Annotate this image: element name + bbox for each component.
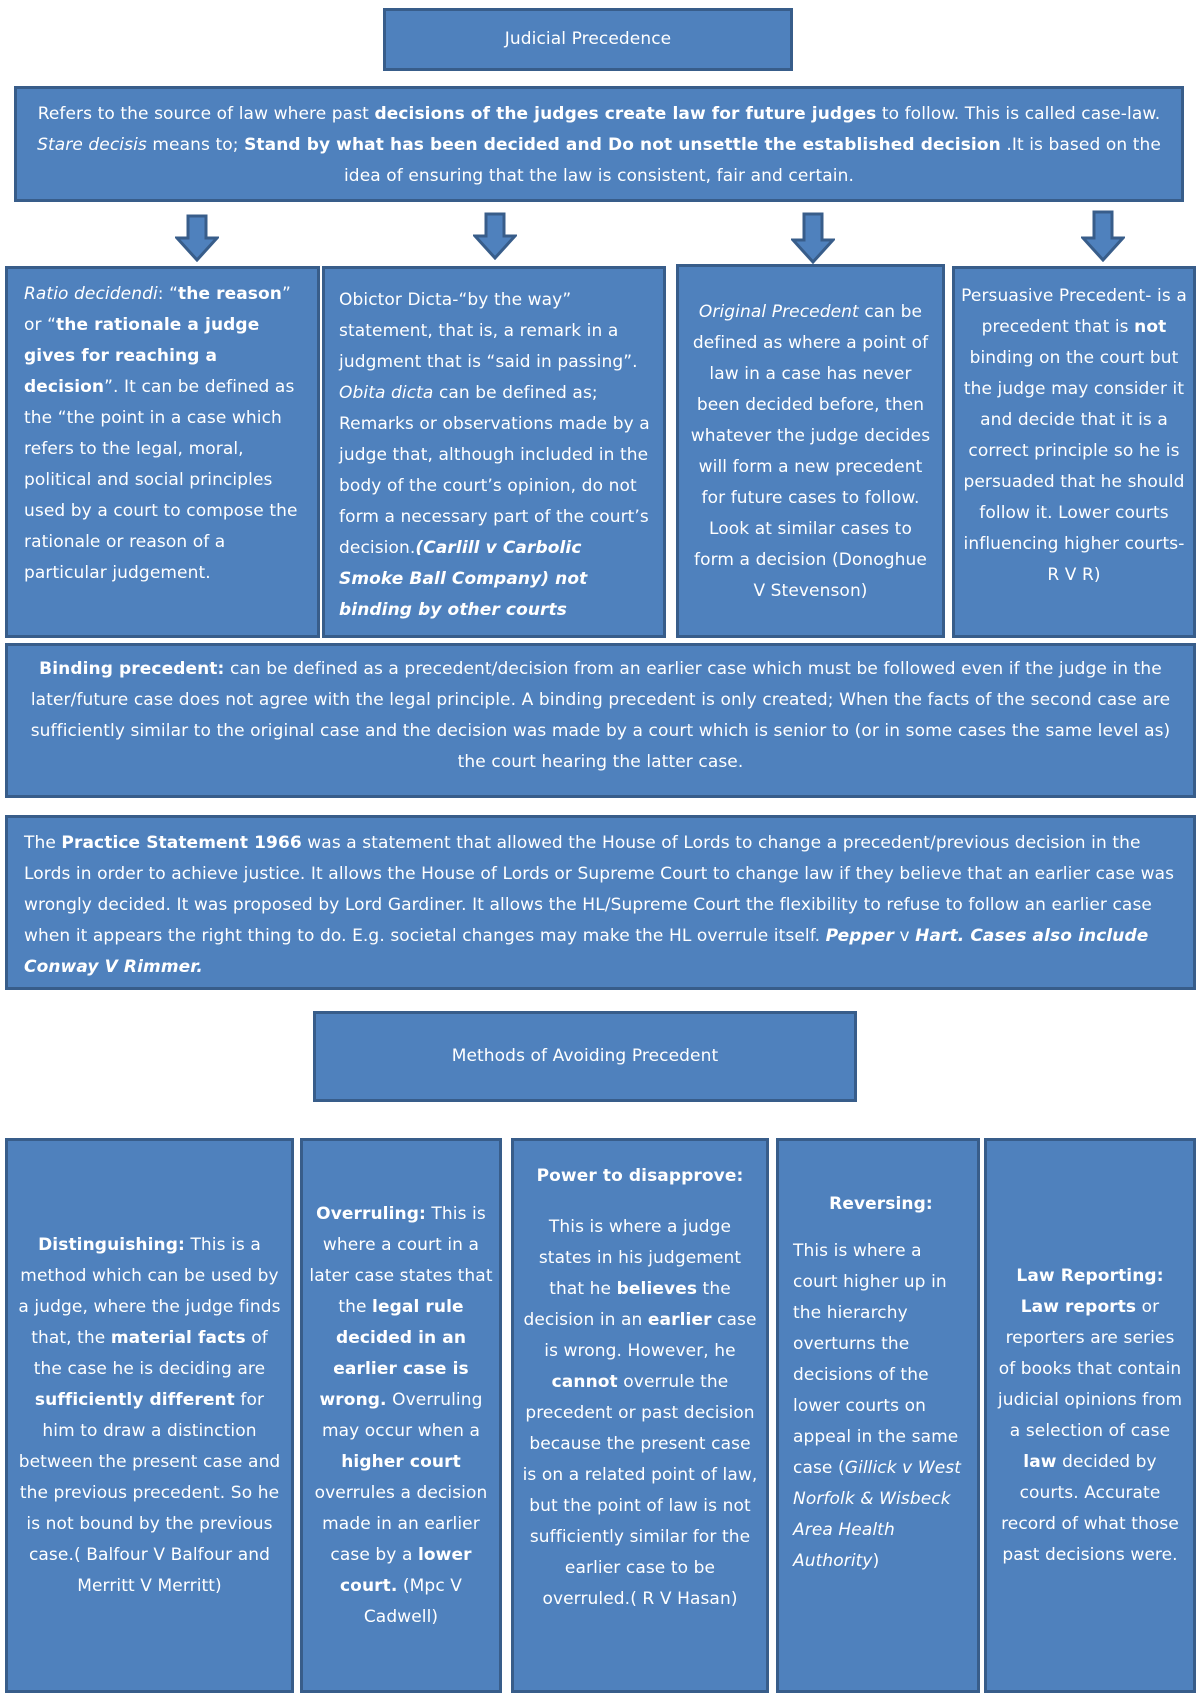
- obiter-dicta-box: [322, 266, 666, 638]
- distinguishing-box: [5, 1138, 294, 1693]
- distinguishing-bold: material facts: [110, 1327, 246, 1348]
- reporting-bold: law: [1023, 1451, 1057, 1472]
- ratio-term: Ratio decidendi: [24, 284, 158, 304]
- intro-text: means to;: [146, 135, 245, 155]
- reversing-box: [776, 1138, 980, 1693]
- original-text: can be defined as where a point of law in a case has never been decided before, then whatever the judge decides will form a new precedent for future cases to follow. Look at similar cases to form a decision (Donoghue V Stevenson): [690, 302, 931, 601]
- ratio-text: : “: [157, 284, 179, 304]
- power-to-disapprove-box: [511, 1138, 769, 1693]
- practice-text: was a statement that allowed the House of Lords to change a precedent/previous decision in the Lords in order to achieve justice. It allows the House of Lords or Supreme Court to change law if they believe that an earlier case was wrongly decided. It was proposed by Lord Gardiner. It allows the HL/Supreme Court the flexibility to refuse to follow an earlier case when it appears the right thing to do. E.g. societal changes may make the HL overrule itself.: [24, 833, 1175, 946]
- overruling-bold: legal rule decided in an earlier case is wrong.: [319, 1296, 469, 1410]
- original-precedent-box: [676, 264, 945, 638]
- distinguishing-text: of the case he is deciding are: [33, 1327, 268, 1379]
- disapprove-heading: Power to disapprove:: [536, 1166, 744, 1186]
- overruling-term: Overruling:: [316, 1203, 426, 1224]
- reversing-text: ): [872, 1551, 880, 1571]
- intro-text: to follow. This is called case-law.: [876, 104, 1161, 124]
- distinguishing-bold: sufficiently different: [34, 1389, 235, 1410]
- overruling-box: [300, 1138, 502, 1693]
- reversing-heading: Reversing:: [829, 1194, 933, 1214]
- persuasive-text: binding on the court but the judge may consider it and decide that it is a correct principle so he is persuaded that he should follow it. Lower courts influencing higher courts- R V R): [963, 348, 1185, 585]
- down-arrow-icon: [473, 212, 517, 260]
- overruling-bold: higher court: [341, 1451, 461, 1472]
- practice-text: v: [893, 926, 916, 946]
- practice-case: Hart. Cases also include Conway V Rimmer.: [24, 926, 1149, 977]
- down-arrow-icon: [791, 212, 835, 264]
- disapprove-bold: earlier: [647, 1310, 712, 1330]
- practice-text: The: [24, 833, 62, 853]
- methods-title-box: [313, 1011, 857, 1102]
- distinguishing-term: Distinguishing:: [38, 1234, 185, 1255]
- binding-term: Binding precedent:: [39, 659, 225, 679]
- intro-text: .It is based on the idea of ensuring that the law is consistent, fair and certain.: [343, 135, 1161, 186]
- disapprove-bold: cannot: [551, 1372, 618, 1392]
- methods-title: Methods of Avoiding Precedent: [451, 1046, 719, 1066]
- practice-term: Practice Statement 1966: [61, 833, 302, 853]
- ratio-text: ” or “: [24, 284, 291, 335]
- binding-precedent-box: [5, 643, 1196, 798]
- overruling-text: Overruling may occur when a: [321, 1389, 483, 1441]
- disapprove-text: overrule the precedent or past decision because the present case is on a related point of law, but the point of law is not sufficiently similar for the earlier case to be overruled.( R V Hasan): [522, 1372, 758, 1609]
- disapprove-bold: believes: [616, 1279, 698, 1299]
- obiter-text: Obictor Dicta-“by the way” statement, that is, a remark in a judgment that is “said in passing”.: [339, 290, 638, 372]
- obiter-text: can be defined as; Remarks or observations made by a judge that, although included in the body of the court’s opinion, do not form a necessary part of the court’s decision.: [339, 383, 650, 558]
- binding-text: can be defined as a precedent/decision from an earlier case which must be followed even if the judge in the later/future case does not agree with the legal principle. A binding precedent is only created; When the facts of the second case are sufficiently similar to the original case and the decision was made by a court which is senior to (or in some cases the same level as) the court hearing the latter case.: [30, 659, 1171, 772]
- title-box: [383, 8, 793, 71]
- reversing-case: Gillick v West Norfolk & Wisbeck Area Health Authority: [793, 1458, 962, 1571]
- persuasive-bold: not: [1134, 317, 1167, 337]
- practice-case: Pepper: [825, 926, 894, 946]
- original-term: Original Precedent: [698, 302, 859, 322]
- disapprove-text: This is where a judge states in his judgement that he: [538, 1217, 742, 1299]
- persuasive-precedent-box: [952, 266, 1196, 638]
- down-arrow-icon: [175, 214, 219, 262]
- intro-bold-1: decisions of the judges create law for future judges: [374, 104, 877, 124]
- obiter-case: (Carlill v Carbolic Smoke Ball Company) not binding by other courts: [339, 538, 588, 620]
- reporting-text: or reporters are series of books that contain judicial opinions from a selection of case: [997, 1296, 1183, 1441]
- obiter-term: Obita dicta: [339, 383, 434, 403]
- persuasive-text: Persuasive Precedent- is a precedent that is: [961, 286, 1187, 337]
- disapprove-text: the decision in an: [523, 1279, 731, 1330]
- intro-bold-2: Stand by what has been decided and Do not unsettle the established decision: [244, 135, 1001, 155]
- overruling-text: overrules a decision made in an earlier case by a: [314, 1482, 488, 1565]
- reporting-bold: Law reports: [1020, 1296, 1137, 1317]
- intro-text: Refers to the source of law where past: [37, 104, 375, 124]
- distinguishing-text: This is a method which can be used by a judge, where the judge finds that, the: [18, 1234, 281, 1348]
- reporting-term: Law Reporting:: [1016, 1265, 1164, 1286]
- ratio-bold-2: the rationale a judge gives for reaching a decision: [24, 315, 260, 397]
- reporting-text: decided by courts. Accurate record of what those past decisions were.: [1001, 1451, 1179, 1565]
- disapprove-text: case is wrong. However, he: [544, 1310, 757, 1361]
- distinguishing-text: for him to draw a distinction between the present case and the previous precedent. So he is not bound by the previous case.( Balfour V Balfour and Merritt V Merritt): [18, 1389, 281, 1596]
- down-arrow-icon: [1081, 210, 1125, 262]
- ratio-decidendi-box: [5, 266, 320, 638]
- overruling-text: (Mpc V Cadwell): [363, 1575, 462, 1627]
- practice-statement-box: [5, 815, 1196, 990]
- ratio-text: ”. It can be defined as the “the point in a case which refers to the legal, moral, political and social principles used by a court to compose the rationale or reason of a particular judgement.: [24, 377, 298, 583]
- ratio-bold-1: the reason: [178, 284, 282, 304]
- overruling-text: This is where a court in a later case states that the: [309, 1203, 493, 1317]
- overruling-bold: lower court.: [339, 1544, 472, 1596]
- intro-box: [14, 86, 1184, 202]
- reversing-text: This is where a court higher up in the hierarchy overturns the decisions of the lower courts on appeal in the same case (: [793, 1241, 959, 1478]
- law-reporting-box: [984, 1138, 1196, 1693]
- intro-italic: Stare decisis: [37, 135, 147, 155]
- page-title: Judicial Precedence: [504, 29, 672, 49]
